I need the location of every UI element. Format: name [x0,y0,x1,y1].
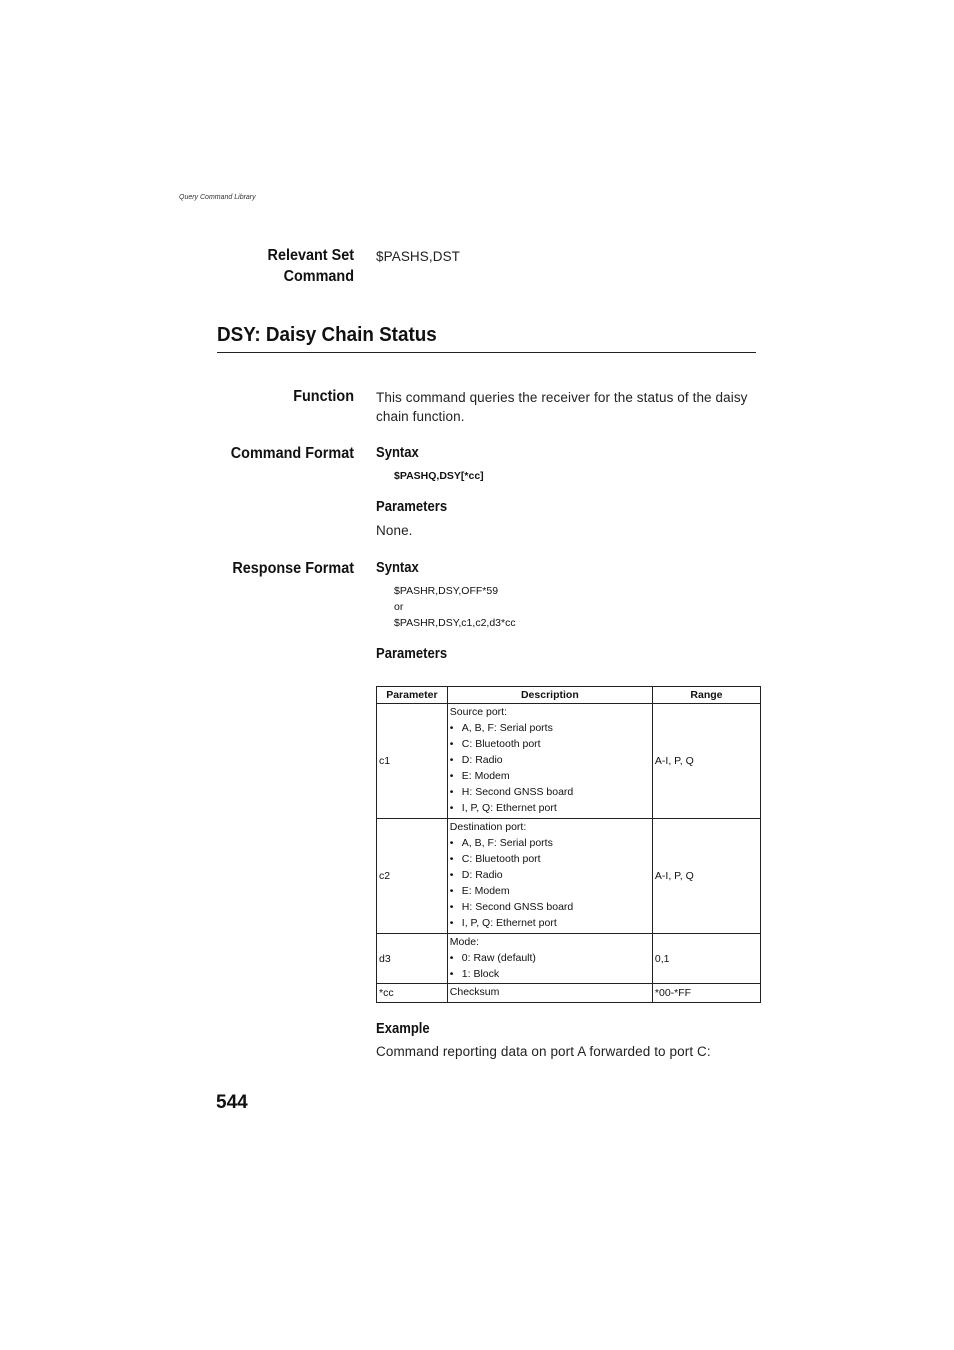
row-c1-bullet-list [450,720,650,816]
row-c2-parameter: c2 [377,819,448,934]
response-syntax-line3: $PASHR,DSY,c1,c2,d3*cc [394,617,516,629]
relevant-set-label-line2: Command [283,268,354,285]
list-item: • H: Second GNSS board [450,899,650,915]
relevant-set-label-line1: Relevant Set [267,247,354,264]
table-header-row [377,687,761,704]
table-header-range: Range [652,687,760,704]
running-header: Query Command Library [179,194,256,201]
relevant-set-value: $PASHS,DST [376,249,461,264]
response-syntax-line2: or [394,601,404,613]
example-heading: Example [376,1021,430,1037]
response-syntax-line1: $PASHR,DSY,OFF*59 [394,585,499,597]
section-title: DSY: Daisy Chain Status [217,323,437,346]
table-row [377,704,761,819]
row-cc-range: *00-*FF [652,984,760,1003]
list-item: • C: Bluetooth port [450,851,650,867]
relevant-set-label [174,245,354,287]
row-c1-range: A-I, P, Q [652,704,760,819]
row-c1-description [447,704,652,819]
example-text: Command reporting data on port A forwarded to port C: [376,1044,711,1059]
row-c2-description [447,819,652,934]
response-syntax-block [394,583,516,631]
list-item: • D: Radio [450,867,650,883]
list-item: • A, B, F: Serial ports [450,720,650,736]
row-d3-description [447,934,652,984]
function-text-line2: chain function. [376,408,465,424]
list-item: • C: Bluetooth port [450,736,650,752]
table-row [377,934,761,984]
row-d3-desc-title: Mode: [449,936,479,948]
page-number: 544 [216,1092,248,1113]
response-syntax-heading: Syntax [376,560,419,576]
row-d3-bullet-list [450,950,650,982]
table-row [377,984,761,1003]
list-item: • D: Radio [450,752,650,768]
row-c1-desc-title: Source port: [449,706,507,718]
list-item: • E: Modem [450,883,650,899]
row-c1-parameter: c1 [377,704,448,819]
response-format-label: Response Format [232,560,354,577]
row-c2-bullet-list [450,835,650,931]
command-parameters-heading: Parameters [376,499,448,515]
list-item: • E: Modem [450,768,650,784]
list-item: • A, B, F: Serial ports [450,835,650,851]
command-syntax-heading: Syntax [376,445,419,461]
list-item: • I, P, Q: Ethernet port [450,800,650,816]
list-item: • I, P, Q: Ethernet port [450,915,650,931]
command-parameters-text: None. [376,523,413,538]
section-divider [217,352,756,353]
function-description [376,389,748,426]
parameters-table [376,686,761,1003]
list-item: • H: Second GNSS board [450,784,650,800]
row-cc-description: Checksum [447,984,652,1003]
list-item: • 0: Raw (default) [450,950,650,966]
row-c2-range: A-I, P, Q [652,819,760,934]
row-d3-parameter: d3 [377,934,448,984]
response-parameters-heading: Parameters [376,646,448,662]
row-cc-parameter: *cc [377,984,448,1003]
row-d3-range: 0,1 [652,934,760,984]
command-syntax: $PASHQ,DSY[*cc] [394,470,484,482]
table-header-description: Description [447,687,652,704]
row-c2-desc-title: Destination port: [449,821,527,833]
command-format-label: Command Format [230,445,354,462]
list-item: • 1: Block [450,966,650,982]
table-header-parameter: Parameter [377,687,448,704]
function-text-line1: This command queries the receiver for the status of the daisy [376,390,748,405]
function-label: Function [293,388,354,405]
table-row [377,819,761,934]
